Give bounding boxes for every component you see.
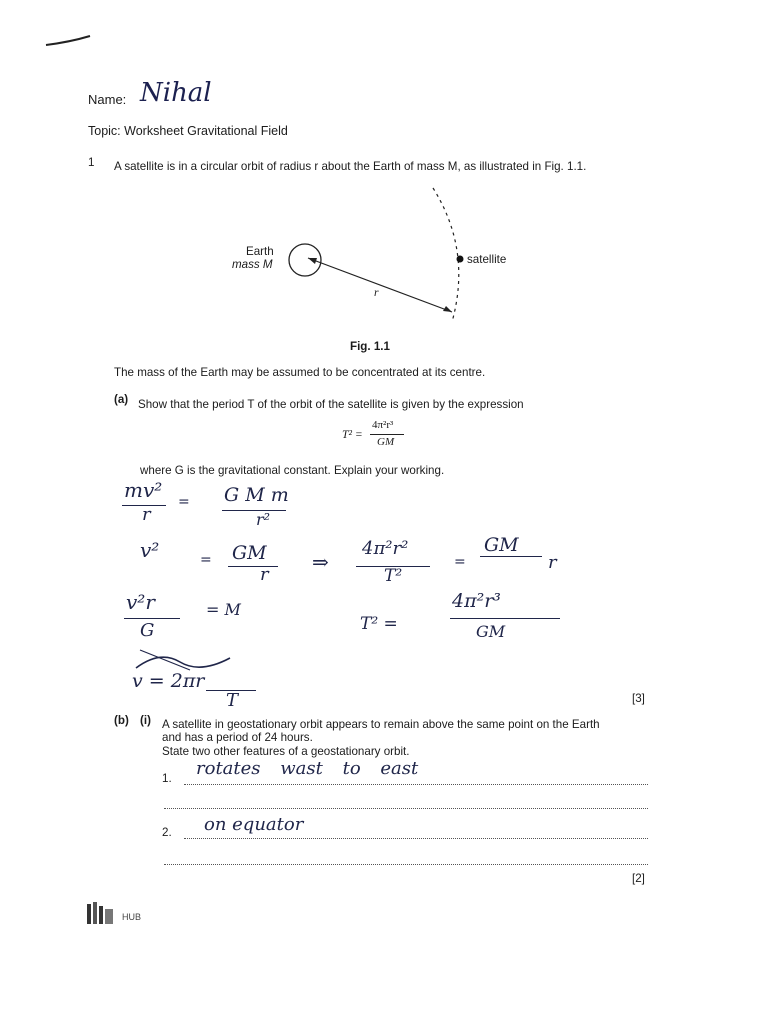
hw-line2-eq: =: [200, 552, 212, 568]
hw-line2-mid-num: 4π²r²: [362, 538, 409, 559]
hw-line3-rhs-bar: [450, 618, 560, 619]
answer-1-text: rotates wast to east: [196, 758, 419, 779]
hw-line3-t: T² =: [360, 614, 398, 634]
satellite-label: satellite: [467, 253, 507, 266]
part-b-marks: [2]: [632, 872, 645, 885]
figure-caption: Fig. 1.1: [350, 340, 390, 353]
mass-note: The mass of the Earth may be assumed to be concentrated at its centre.: [114, 366, 486, 379]
formula-lhs: T² =: [342, 428, 363, 441]
hw-line2-rhs-bar: [228, 566, 278, 567]
book-stack-icon: [86, 900, 116, 926]
hw-line1-rhs-bar: [222, 510, 286, 511]
hw-line3-lhs-num: v²r: [126, 590, 155, 614]
part-b-text-3: State two other features of a geostationary orbit.: [162, 745, 410, 758]
answer-2-line-2[interactable]: [164, 852, 648, 865]
hw-line2-arrow: ⇒: [312, 550, 329, 574]
earth-mass-label: mass M: [232, 258, 273, 271]
answer-1-number: 1.: [162, 772, 172, 785]
hw-line1-rhs-num: G M m: [224, 484, 289, 506]
hw-line2-right-num: GM: [484, 534, 519, 556]
topic-title: Topic: Worksheet Gravitational Field: [88, 124, 288, 138]
hw-line4: v = 2πr: [132, 670, 205, 692]
hw-line3-eq: = M: [206, 600, 241, 619]
hw-line3-lhs-den: G: [140, 620, 155, 641]
hw-line4-den: T: [226, 690, 239, 711]
formula-denominator: GM: [377, 436, 395, 448]
hw-line3-rhs-num: 4π²r³: [452, 590, 501, 612]
name-value: Nihal: [140, 78, 212, 108]
hw-line2-right-den: r: [548, 552, 557, 573]
part-a-text: Show that the period T of the orbit of the satellite is given by the expression: [138, 398, 524, 411]
name-label: Name:: [88, 92, 127, 107]
question-intro: A satellite is in a circular orbit of radius r about the Earth of mass M, as illustrated in Fig. 1.1.: [114, 160, 587, 173]
hw-line3-lhs-bar: [124, 618, 180, 619]
where-text: where G is the gravitational constant. Explain your working.: [140, 464, 445, 477]
hw-line1-rhs-den: r²: [256, 510, 271, 529]
hw-line1-eq: =: [178, 494, 190, 510]
logo-text: HUB: [122, 912, 142, 922]
radius-label: r: [374, 286, 379, 299]
part-a-marks: [3]: [632, 692, 645, 705]
hw-line2-eq2: =: [454, 554, 466, 570]
part-b-text-2: and has a period of 24 hours.: [162, 731, 313, 744]
part-b-sub-label: (i): [140, 714, 151, 727]
formula-bar: [370, 434, 404, 435]
publisher-logo: [86, 900, 156, 926]
hw-line2-rhs-den: r: [260, 564, 269, 585]
hw-line2-right-bar: [480, 556, 542, 557]
hw-line2-rhs-num: GM: [232, 542, 267, 564]
hw-line2-mid-den: T²: [384, 566, 403, 586]
part-b-text-1: A satellite in geostationary orbit appears to remain above the same point on the Earth: [162, 718, 600, 731]
earth-label: Earth: [246, 245, 274, 258]
answer-2-text: on equator: [204, 814, 304, 835]
hw-line1-lhs-num: mv²: [124, 478, 163, 502]
answer-2-number: 2.: [162, 826, 172, 839]
part-a-label: (a): [114, 393, 129, 406]
hw-line2-lhs: v²: [140, 538, 160, 562]
question-number: 1: [88, 156, 95, 169]
answer-1-line-2[interactable]: [164, 796, 648, 809]
formula-numerator: 4π²r³: [372, 419, 394, 431]
hw-line1-lhs-den: r: [142, 504, 151, 525]
pen-mark: [40, 30, 100, 50]
part-b-label: (b): [114, 714, 129, 727]
hw-line3-rhs-den: GM: [476, 622, 506, 641]
